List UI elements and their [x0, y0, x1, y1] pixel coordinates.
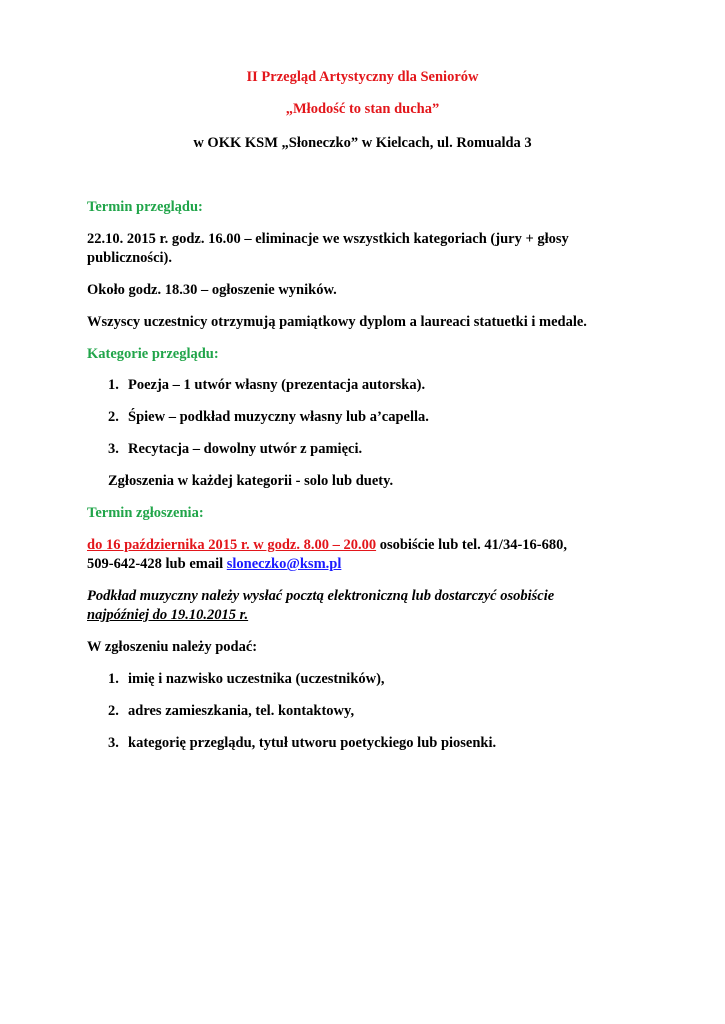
- registration-phone: 509-642-428 lub email: [87, 556, 227, 572]
- required-item: [108, 702, 354, 720]
- registration-deadline: do 16 października 2015 r. w godz. 8.00 – 20.00: [87, 537, 377, 553]
- music-note-line-2: najpóźniej do 19.10.2015 r.: [87, 607, 249, 623]
- category-item: [108, 376, 425, 394]
- category-text: Śpiew – podkład muzyczny własny lub a’capella.: [128, 409, 429, 425]
- categories-note: Zgłoszenia w każdej kategorii - solo lub duety.: [108, 473, 394, 489]
- term-heading: Termin przeglądu:: [87, 199, 203, 215]
- list-number: 2.: [108, 703, 119, 719]
- category-item: [108, 440, 362, 458]
- document-motto: „Młodość to stan ducha”: [285, 101, 440, 117]
- term-date-line-2: publiczności).: [87, 250, 172, 266]
- list-number: 3.: [108, 735, 119, 751]
- term-date-line-1: 22.10. 2015 r. godz. 16.00 – eliminacje we wszystkich kategoriach (jury + głosy: [87, 231, 569, 247]
- email-link[interactable]: sloneczko@ksm.pl: [226, 556, 342, 572]
- required-item: [108, 734, 496, 752]
- registration-line-2: [87, 555, 341, 573]
- list-number: 1.: [108, 671, 119, 687]
- venue-line: w OKK KSM „Słoneczko” w Kielcach, ul. Romualda 3: [193, 135, 532, 151]
- category-text: Recytacja – dowolny utwór z pamięci.: [128, 441, 363, 457]
- required-item: [108, 670, 385, 688]
- registration-heading: Termin zgłoszenia:: [87, 505, 204, 521]
- list-number: 3.: [108, 441, 119, 457]
- category-text: Poezja – 1 utwór własny (prezentacja autorska).: [128, 377, 426, 393]
- required-text: adres zamieszkania, tel. kontaktowy,: [128, 703, 355, 719]
- category-item: [108, 408, 429, 426]
- categories-heading: Kategorie przeglądu:: [87, 346, 219, 362]
- required-text: kategorię przeglądu, tytuł utworu poetyckiego lub piosenki.: [128, 735, 497, 751]
- document-title: II Przegląd Artystyczny dla Seniorów: [246, 69, 479, 85]
- music-note-line-1: Podkład muzyczny należy wysłać pocztą elektroniczną lub dostarczyć osobiście: [87, 588, 555, 604]
- results-line: Około godz. 18.30 – ogłoszenie wyników.: [87, 282, 337, 298]
- list-number: 2.: [108, 409, 119, 425]
- list-number: 1.: [108, 377, 119, 393]
- required-heading: W zgłoszeniu należy podać:: [87, 639, 258, 655]
- required-text: imię i nazwisko uczestnika (uczestników),: [128, 671, 385, 687]
- awards-line: Wszyscy uczestnicy otrzymują pamiątkowy dyplom a laureaci statuetki i medale.: [87, 314, 587, 330]
- registration-line-1: [87, 536, 567, 554]
- registration-contact: osobiście lub tel. 41/34-16-680,: [376, 537, 567, 553]
